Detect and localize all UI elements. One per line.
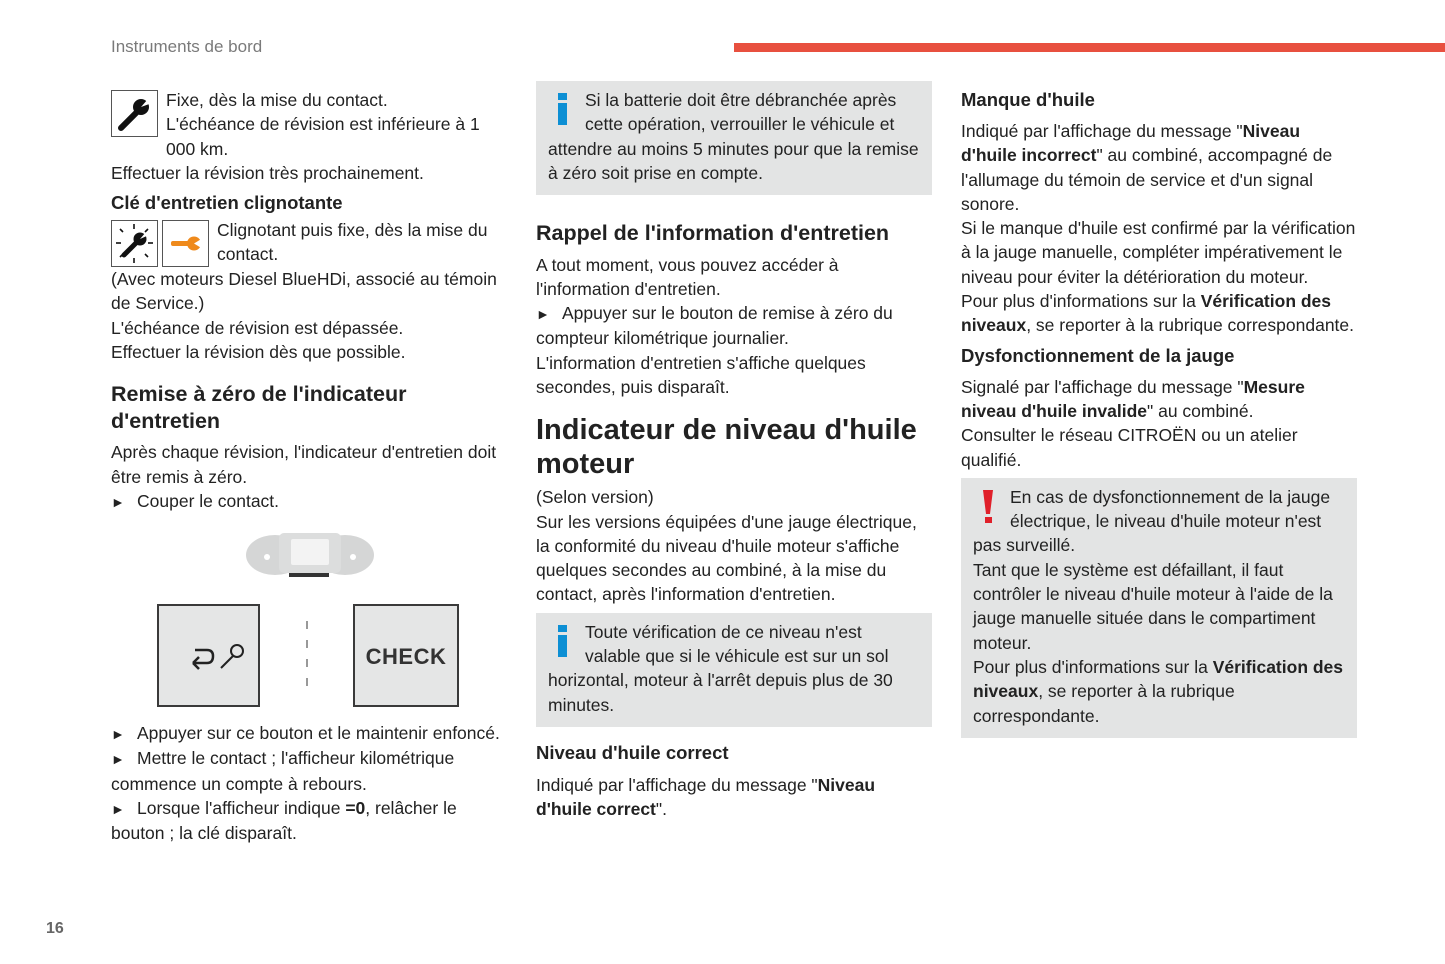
check-button[interactable] <box>353 604 459 707</box>
correct-c: ". <box>655 799 667 820</box>
column-right <box>961 88 1357 738</box>
lack-p1 <box>961 119 1357 216</box>
column-left <box>111 88 509 514</box>
dashed-separator <box>306 640 308 648</box>
correct-a: Indiqué par l'affichage du message " <box>536 774 818 795</box>
fault-b: Mesure niveau d'huile invalide <box>961 376 1305 421</box>
fixed-line-3: Effectuer la révision très prochainement. <box>111 162 424 183</box>
oil-p1: (Selon version) <box>536 487 654 508</box>
lack-p3-c: , se reporter à la rubrique correspondante. <box>1026 315 1355 336</box>
reset-step-1 <box>111 489 509 514</box>
bullet-arrow: ► <box>536 306 550 323</box>
reset-title: Remise à zéro de l'indicateur d'entretien <box>111 382 407 433</box>
info-icon <box>548 88 585 136</box>
bullet-arrow: ► <box>111 726 125 742</box>
blink-line-1: Clignotant puis fixe, dès la mise du contact. <box>217 220 488 265</box>
step-4 <box>111 796 509 846</box>
step-4-c: , relâcher le bouton ; la clé disparaît. <box>111 797 457 844</box>
fixed-line-1: Fixe, dès la mise du contact. <box>166 90 388 110</box>
step-4-a: Lorsque l'afficheur indique <box>137 797 346 818</box>
running-header: Instruments de bord <box>111 37 263 56</box>
lack-a: Indiqué par l'affichage du message " <box>961 121 1243 141</box>
step-4-b: =0 <box>345 797 366 818</box>
recall-p1: A tout moment, vous pouvez accéder à l'information d'entretien. <box>536 254 839 299</box>
warn-p1: En cas de dysfonctionnement de la jauge électrique, le niveau d'huile moteur n'est pas surveillé. <box>973 486 1331 556</box>
reset-step-1-text: Couper le contact. <box>137 490 280 511</box>
orange-wrench-icon <box>162 220 209 267</box>
lack-p3 <box>961 289 1357 338</box>
fixed-line-2: L'échéance de révision est inférieure à 1 000 km. <box>166 114 480 159</box>
check-label: CHECK <box>365 644 447 669</box>
recall-p2: L'information d'entretien s'affiche quelques secondes, puis disparaît. <box>536 352 866 397</box>
column-middle <box>536 81 932 821</box>
page-number: 16 <box>46 920 64 937</box>
return-wrench-icon <box>159 606 258 705</box>
lack-b: Niveau d'huile incorrect <box>961 121 1301 166</box>
bullet-arrow: ► <box>111 800 125 817</box>
oil-title: Indicateur de niveau d'huile moteur <box>536 414 917 481</box>
recall-title: Rappel de l'information d'entretien <box>536 221 890 245</box>
step-3 <box>111 746 509 796</box>
bullet-arrow: ► <box>111 493 125 510</box>
fault-title: Dysfonctionnement de la jauge <box>961 344 1235 366</box>
fault-c: " au combiné. <box>1147 400 1254 421</box>
wrench-icon <box>111 90 158 137</box>
correct-b: Niveau d'huile correct <box>536 774 876 820</box>
correct-title: Niveau d'huile correct <box>536 741 729 763</box>
battery-info-box <box>536 81 932 195</box>
column-left-steps <box>111 721 509 845</box>
lack-p3-b: Vérification des niveaux <box>961 291 1332 336</box>
oil-info-box <box>536 613 932 727</box>
step-2-text: Appuyer sur ce bouton et le maintenir enfoncé. <box>137 723 500 743</box>
blink-line-3: L'échéance de révision est dépassée. <box>111 317 404 338</box>
step-3-text: Mettre le contact ; l'afficheur kilométrique commence un compte à rebours. <box>111 748 455 794</box>
reset-wrench-button[interactable] <box>157 604 260 707</box>
warn-p2: Tant que le système est défaillant, il faut contrôler le niveau d'huile moteur à l'aide de la jauge manuelle située dans le compartiment moteur. <box>973 559 1333 653</box>
blink-wrench-block <box>111 218 509 267</box>
lack-title: Manque d'huile <box>961 89 1095 110</box>
warning-box <box>961 478 1357 738</box>
oil-p2: Sur les versions équipées d'une jauge électrique, la conformité du niveau d'huile moteur s'affiche quelques secondes au combiné, à la mise du contact, après l'information d'entretien. <box>536 511 917 605</box>
battery-note: Si la batterie doit être débranchée après cette opération, verrouiller le véhicule et attendre au moins 5 minutes pour que la remise à zéro soit prise en compte. <box>548 90 919 183</box>
lack-p2: Si le manque d'huile est confirmé par la vérification à la jauge manuelle, compléter impérativement le niveau pour éviter la détérioration du moteur. <box>961 218 1356 287</box>
blink-title: Clé d'entretien clignotante <box>111 192 343 214</box>
info-icon <box>548 620 585 668</box>
lack-c: " au combiné, accompagné de l'allumage du témoin de service et d'un signal sonore. <box>961 145 1333 214</box>
fixed-wrench-block <box>111 88 509 161</box>
fault-a: Signalé par l'affichage du message " <box>961 376 1244 397</box>
reset-intro: Après chaque révision, l'indicateur d'entretien doit être remis à zéro. <box>111 442 497 487</box>
header-accent-bar <box>734 43 1445 52</box>
blink-line-4: Effectuer la révision dès que possible. <box>111 342 406 363</box>
warn-p3 <box>973 655 1346 728</box>
lack-p3-a: Pour plus d'informations sur la <box>961 291 1201 312</box>
instrument-cluster-illustration <box>245 525 375 580</box>
recall-step-text: Appuyer sur le bouton de remise à zéro du compteur kilométrique journalier. <box>536 303 893 349</box>
dashed-separator <box>306 659 308 667</box>
exclamation-warning-icon <box>973 485 1010 533</box>
warn-p3-b: Vérification des niveaux <box>973 656 1344 702</box>
blinking-wrench-icon <box>111 220 158 267</box>
correct-text <box>536 773 932 822</box>
dashed-separator <box>306 621 308 629</box>
dashed-separator <box>306 678 308 686</box>
warn-p3-c: , se reporter à la rubrique correspondante. <box>973 681 1235 726</box>
step-2 <box>111 721 509 746</box>
recall-step <box>536 301 932 351</box>
bullet-arrow: ► <box>111 751 125 768</box>
warn-p3-a: Pour plus d'informations sur la <box>973 656 1213 677</box>
fault-p1 <box>961 375 1357 424</box>
oil-note: Toute vérification de ce niveau n'est valable que si le véhicule est sur un sol horizontal, moteur à l'arrêt depuis plus de 30 minutes. <box>548 621 893 715</box>
blink-line-2: (Avec moteurs Diesel BlueHDi, associé au témoin de Service.) <box>111 269 497 314</box>
fault-p2: Consulter le réseau CITROËN ou un atelier qualifié. <box>961 425 1298 470</box>
